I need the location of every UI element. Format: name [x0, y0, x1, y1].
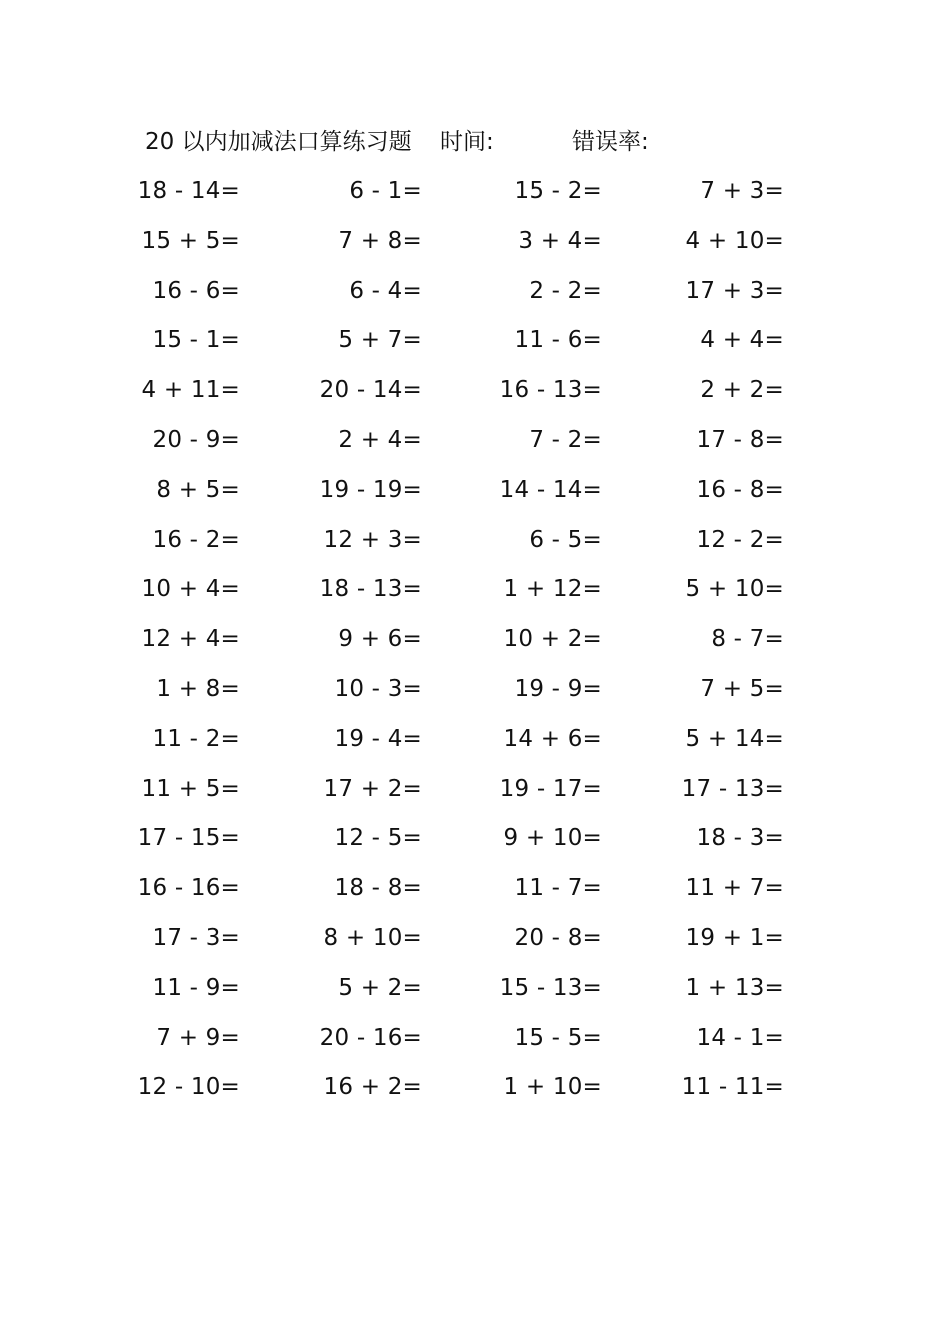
problem-cell: 5 + 2= [338, 974, 422, 1001]
problem-cell: 11 + 5= [141, 775, 240, 802]
worksheet-header [145, 122, 845, 162]
problem-cell: 11 - 11= [681, 1074, 784, 1101]
problem-cell: 6 - 1= [349, 178, 422, 204]
problem-cell: 1 + 10= [503, 1074, 602, 1101]
problem-cell: 17 - 3= [152, 924, 240, 951]
problem-cell: 5 + 7= [338, 327, 422, 354]
problem-cell: 4 + 11= [141, 377, 240, 404]
problem-cell: 6 - 4= [349, 277, 422, 304]
problem-cell: 9 + 6= [338, 626, 422, 653]
problem-cell: 10 + 4= [141, 576, 240, 603]
problem-cell: 11 - 9= [152, 974, 240, 1001]
problem-cell: 19 - 9= [514, 675, 602, 702]
problem-cell: 1 + 8= [156, 675, 240, 702]
problem-cell: 12 + 3= [323, 526, 422, 553]
problem-cell: 19 + 1= [685, 924, 784, 951]
problem-cell: 9 + 10= [503, 825, 602, 852]
problem-cell: 11 - 7= [514, 875, 602, 902]
problem-cell: 11 + 7= [685, 875, 784, 902]
problem-cell: 14 - 14= [499, 476, 602, 503]
error-rate-label: 错误率: [572, 129, 649, 155]
problem-cell: 10 - 3= [334, 675, 422, 702]
problem-cell: 17 - 15= [137, 825, 240, 852]
problem-cell: 12 - 2= [696, 526, 784, 553]
problem-cell: 15 - 13= [499, 974, 602, 1001]
problem-cell: 18 - 3= [696, 825, 784, 852]
problem-cell: 17 - 8= [696, 426, 784, 453]
problem-cell: 12 - 10= [137, 1074, 240, 1101]
problem-cell: 18 - 14= [137, 178, 240, 204]
problem-cell: 17 + 3= [685, 277, 784, 304]
problem-cell: 7 + 8= [338, 227, 422, 254]
problem-cell: 7 - 2= [529, 426, 602, 453]
problem-cell: 20 - 9= [152, 426, 240, 453]
problem-cell: 16 - 2= [152, 526, 240, 553]
problem-cell: 1 + 12= [503, 576, 602, 603]
problem-cell: 14 - 1= [696, 1024, 784, 1051]
problem-cell: 8 + 10= [323, 924, 422, 951]
problem-cell: 4 + 10= [685, 227, 784, 254]
problem-cell: 15 + 5= [141, 227, 240, 254]
problem-cell: 16 - 8= [696, 476, 784, 503]
problem-cell: 11 - 6= [514, 327, 602, 354]
problem-cell: 18 - 13= [319, 576, 422, 603]
problem-cell: 6 - 5= [529, 526, 602, 553]
problem-cell: 18 - 8= [334, 875, 422, 902]
problem-cell: 15 - 2= [514, 178, 602, 204]
problem-cell: 19 - 17= [499, 775, 602, 802]
problem-cell: 14 + 6= [503, 725, 602, 752]
problem-cell: 1 + 13= [685, 974, 784, 1001]
problem-cell: 19 - 19= [319, 476, 422, 503]
problem-cell: 12 - 5= [334, 825, 422, 852]
problem-cell: 2 + 4= [338, 426, 422, 453]
problem-cell: 7 + 9= [156, 1024, 240, 1051]
problem-cell: 7 + 3= [700, 178, 784, 204]
problem-cell: 3 + 4= [518, 227, 602, 254]
problem-cell: 20 - 16= [319, 1024, 422, 1051]
problem-cell: 12 + 4= [141, 626, 240, 653]
problem-cell: 4 + 4= [700, 327, 784, 354]
problem-cell: 5 + 10= [685, 576, 784, 603]
problem-cell: 20 - 8= [514, 924, 602, 951]
problem-cell: 16 - 6= [152, 277, 240, 304]
problem-cell: 15 - 5= [514, 1024, 602, 1051]
problem-cell: 11 - 2= [152, 725, 240, 752]
problem-cell: 17 - 13= [681, 775, 784, 802]
problem-cell: 16 + 2= [323, 1074, 422, 1101]
problem-cell: 8 + 5= [156, 476, 240, 503]
problem-cell: 16 - 13= [499, 377, 602, 404]
problem-cell: 2 - 2= [529, 277, 602, 304]
problem-cell: 16 - 16= [137, 875, 240, 902]
problem-cell: 5 + 14= [685, 725, 784, 752]
time-label: 时间: [440, 129, 494, 155]
problem-cell: 20 - 14= [319, 377, 422, 404]
problem-cell: 19 - 4= [334, 725, 422, 752]
problem-grid [0, 171, 950, 1117]
problem-cell: 15 - 1= [152, 327, 240, 354]
problem-cell: 7 + 5= [700, 675, 784, 702]
worksheet-title: 20 以内加减法口算练习题 [145, 129, 412, 155]
problem-cell: 8 - 7= [711, 626, 784, 653]
problem-cell: 17 + 2= [323, 775, 422, 802]
problem-cell: 2 + 2= [700, 377, 784, 404]
problem-cell: 10 + 2= [503, 626, 602, 653]
